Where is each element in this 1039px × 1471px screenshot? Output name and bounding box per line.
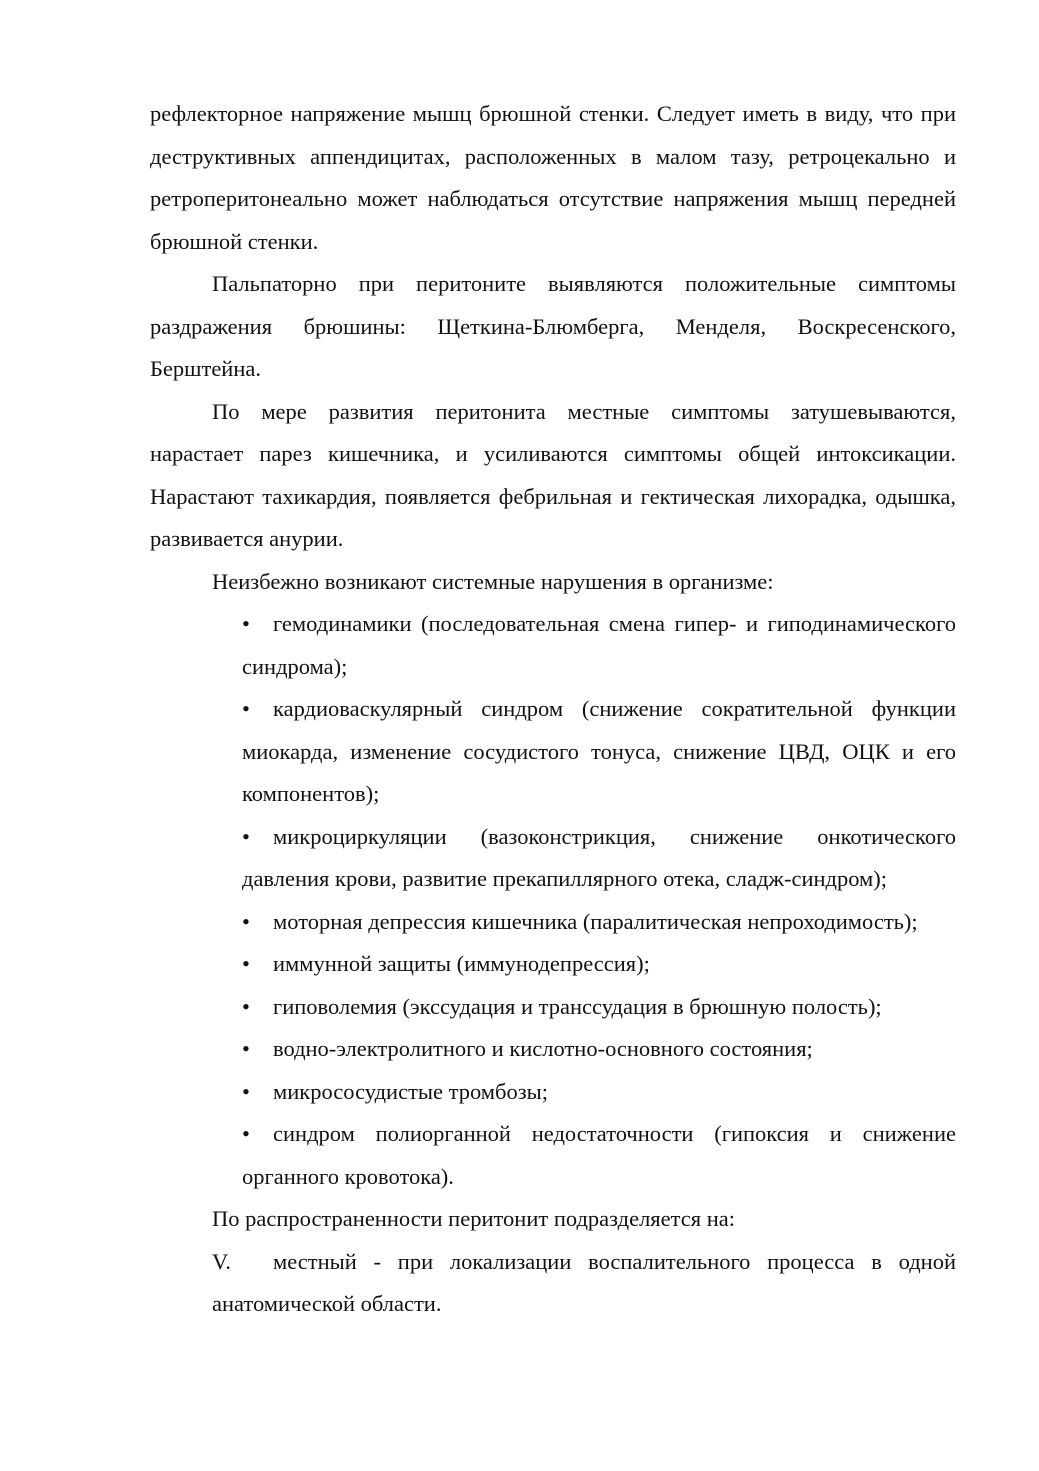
enumerated-item-text: местный - при локализации воспалительного процесса в одной анатомической области. <box>212 1248 956 1316</box>
list-item <box>242 901 956 944</box>
list-item <box>242 603 956 688</box>
bullet-list <box>150 603 956 1198</box>
list-item-text: иммунной защиты (иммунодепрессия); <box>273 951 650 976</box>
paragraph-5: По распространенности перитонит подразделяется на: <box>212 1206 735 1231</box>
bullet-icon: • <box>242 908 250 934</box>
enumeration-mark: V. <box>212 1248 231 1274</box>
list-item-text: кардиоваскулярный синдром (снижение сократительной функции миокарда, изменение сосудистого тонуса, снижение ЦВД, ОЦК и его компонентов); <box>242 696 956 806</box>
bullet-icon: • <box>242 611 250 636</box>
list-item <box>242 1113 956 1198</box>
bullet-icon: • <box>242 1078 250 1104</box>
paragraph-1: рефлекторное напряжение мышц брюшной стенки. Следует иметь в виду, что при деструктивных аппендицитах, расположенных в малом тазу, ретроцекально и ретроперитонеально может наблюдаться отсутствие напряжения мышц передней брюшной стенки. <box>150 101 956 254</box>
paragraph-4: Неизбежно возникают системные нарушения в организме: <box>212 568 774 594</box>
paragraph-2: Пальпаторно при перитоните выявляются положительные симптомы раздражения брюшины: Щеткина-Блюмберга, Менделя, Воскресенского, Берштейна. <box>150 271 956 381</box>
list-item-text: гемодинамики (последовательная смена гипер- и гиподинамического синдрома); <box>242 611 956 679</box>
document-page <box>150 93 956 1326</box>
list-item <box>242 943 956 986</box>
bullet-icon: • <box>242 951 250 976</box>
paragraph-3: По мере развития перитонита местные симптомы затушевываются, нарастает парез кишечника, и усиливаются симптомы общей интоксикации. Нарастают тахикардия, появляется фебрильная и гектическая лихорадка, одышка, развивается анурии. <box>150 398 956 551</box>
list-item-text: водно-электролитного и кислотно-основного состояния; <box>273 1036 813 1061</box>
bullet-icon: • <box>242 993 250 1019</box>
list-item <box>242 1028 956 1071</box>
list-item <box>242 688 956 816</box>
enumerated-item <box>150 1241 956 1326</box>
bullet-icon: • <box>242 696 250 721</box>
list-item-text: моторная депрессия кишечника (паралитическая непроходимость); <box>273 908 918 934</box>
list-item <box>242 1071 956 1114</box>
list-item-text: синдром полиорганной недостаточности (гипоксия и снижение органного кровотока). <box>242 1121 956 1189</box>
list-item-text: микрососудистые тромбозы; <box>273 1078 548 1104</box>
list-item-text: гиповолемия (экссудация и транссудация в брюшную полость); <box>273 993 882 1019</box>
list-item-text: микроциркуляции (вазоконстрикция, снижение онкотического давления крови, развитие прекапиллярного отека, сладж-синдром); <box>242 823 956 891</box>
bullet-icon: • <box>242 823 250 849</box>
bullet-icon: • <box>242 1036 250 1061</box>
list-item <box>242 816 956 901</box>
bullet-icon: • <box>242 1121 250 1146</box>
list-item <box>242 986 956 1029</box>
